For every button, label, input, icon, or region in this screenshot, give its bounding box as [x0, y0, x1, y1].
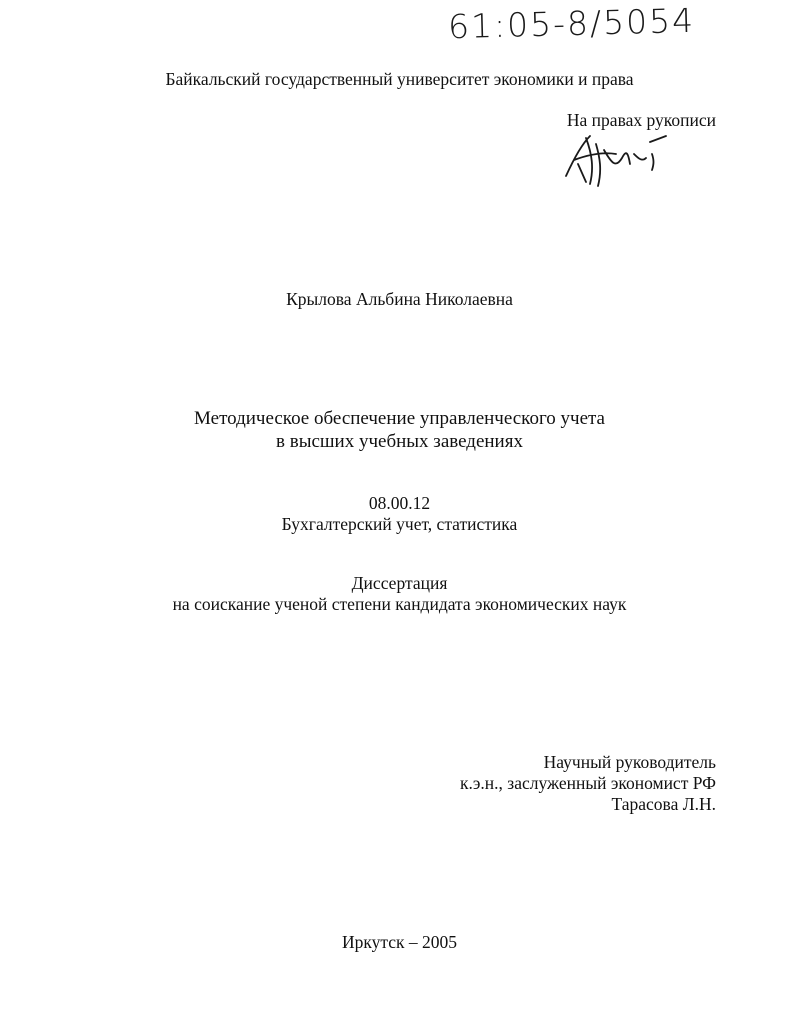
university-name: Байкальский государственный университет экономики и права	[165, 69, 634, 89]
degree-type: Диссертация	[351, 573, 448, 593]
archive-code: 61:05-8/5054	[447, 0, 696, 47]
thesis-title-line-1: Методическое обеспечение управленческого учета	[194, 408, 605, 429]
manuscript-rights-note: На правах рукописи	[566, 110, 716, 130]
place-year: Иркутск – 2005	[341, 932, 458, 952]
supervisor-role: Научный руководитель	[543, 752, 716, 772]
author-name: Крылова Альбина Николаевна	[286, 289, 513, 309]
signature-icon	[556, 124, 676, 194]
specialty-code: 08.00.12	[368, 493, 431, 513]
degree-description: на соискание ученой степени кандидата экономических наук	[172, 594, 627, 614]
thesis-title-line-2: в высших учебных заведениях	[276, 431, 523, 452]
supervisor-name: Тарасова Л.Н.	[611, 794, 716, 814]
supervisor-credentials: к.э.н., заслуженный экономист РФ	[460, 773, 716, 793]
specialty-name: Бухгалтерский учет, статистика	[281, 514, 518, 534]
